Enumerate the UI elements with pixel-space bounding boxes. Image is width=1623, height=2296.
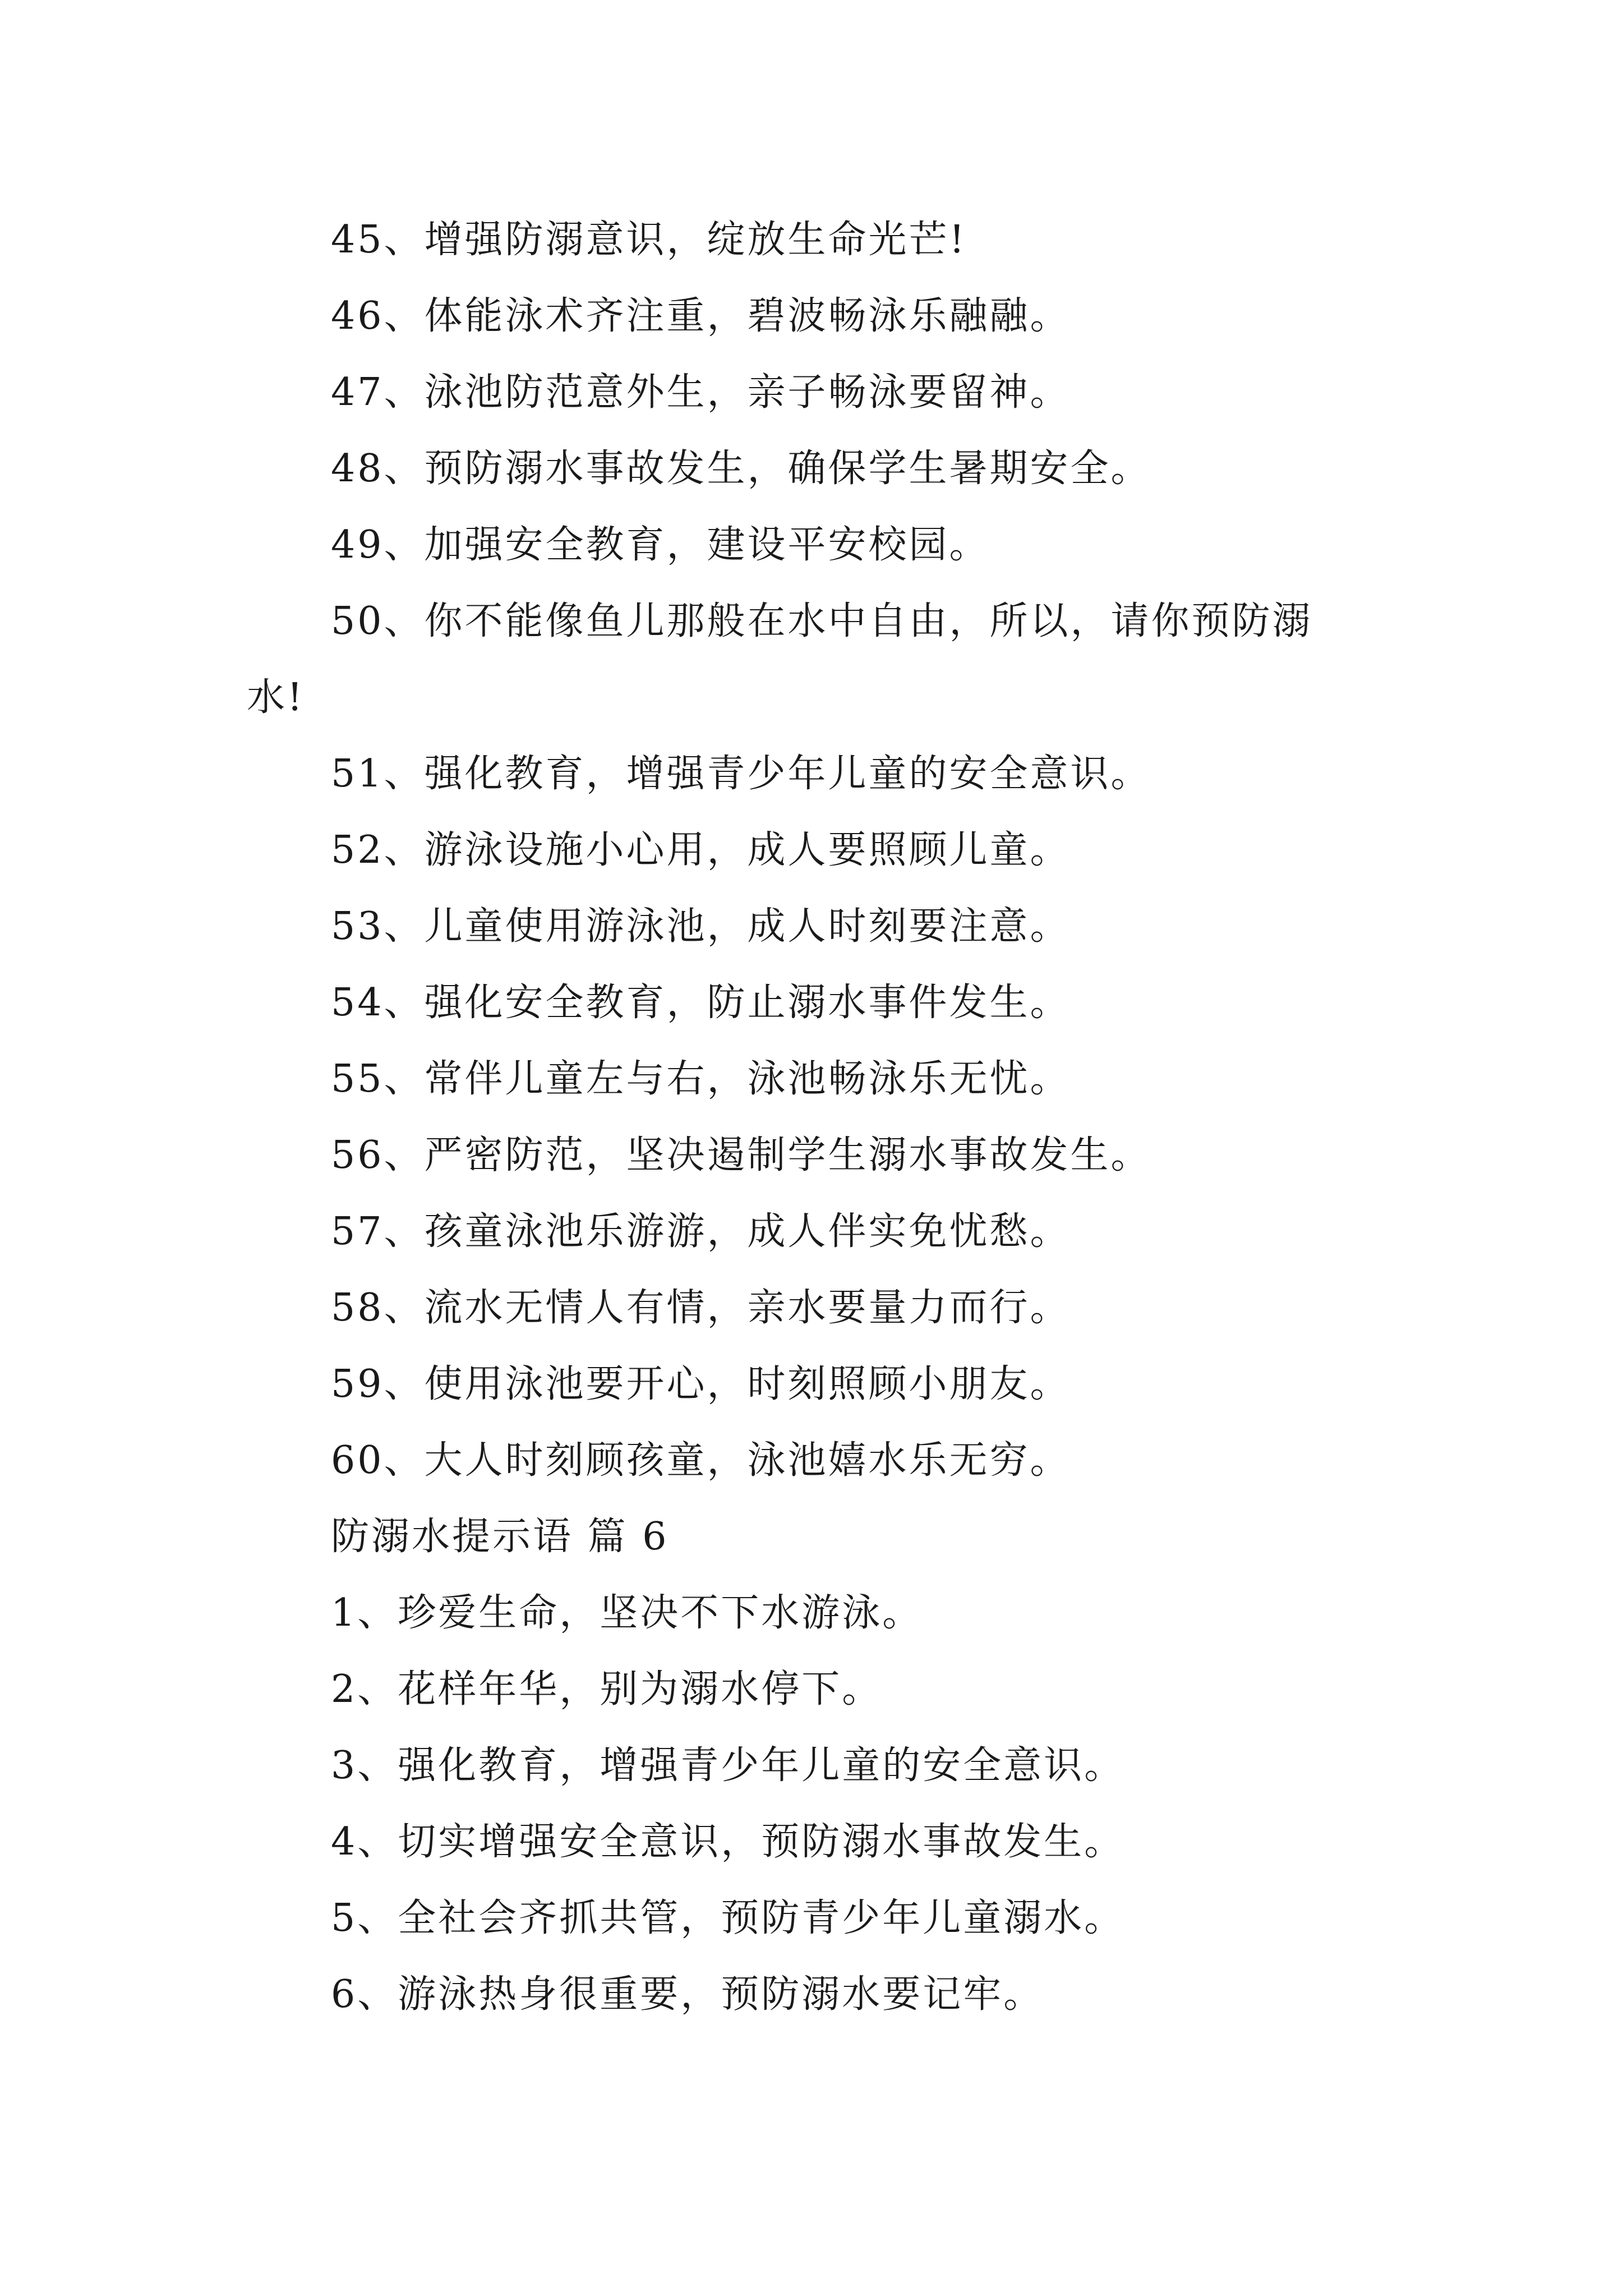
text-line: 52、游泳设施小心用，成人要照顾儿童。: [331, 828, 1071, 872]
text-line: 51、强化教育，增强青少年儿童的安全意识。: [331, 752, 1151, 796]
text-line: 2、花样年华，别为溺水停下。: [331, 1667, 883, 1711]
text-line: 3、强化教育，增强青少年儿童的安全意识。: [331, 1743, 1125, 1788]
text-line: 57、孩童泳池乐游游，成人伴实免忧愁。: [331, 1209, 1071, 1254]
text-line: 49、加强安全教育，建设平安校园。: [331, 523, 990, 567]
text-line: 59、使用泳池要开心，时刻照顾小朋友。: [331, 1362, 1071, 1406]
text-line: 54、强化安全教育，防止溺水事件发生。: [331, 981, 1071, 1025]
text-line: 4、切实增强安全意识，预防溺水事故发生。: [331, 1820, 1125, 1864]
text-line: 6、游泳热身很重要，预防溺水要记牢。: [331, 1972, 1044, 2017]
section-heading: 防溺水提示语 篇 6: [331, 1515, 669, 1559]
text-line: 56、严密防范，坚决遏制学生溺水事故发生。: [331, 1133, 1151, 1177]
text-line: 55、常伴儿童左与右，泳池畅泳乐无忧。: [331, 1057, 1071, 1101]
text-line: 46、体能泳术齐注重，碧波畅泳乐融融。: [331, 294, 1071, 338]
text-line: 1、珍爱生命，坚决不下水游泳。: [331, 1591, 923, 1635]
text-line-continuation: 水!: [247, 675, 305, 720]
document-body: [247, 202, 1396, 2033]
text-line: 53、儿童使用游泳池，成人时刻要注意。: [331, 904, 1071, 949]
text-line: 60、大人时刻顾孩童，泳池嬉水乐无穷。: [331, 1438, 1071, 1483]
text-line: 58、流水无情人有情，亲水要量力而行。: [331, 1286, 1071, 1330]
text-line: 50、你不能像鱼儿那般在水中自由，所以，请你预防溺: [331, 599, 1313, 643]
text-line: 47、泳池防范意外生，亲子畅泳要留神。: [331, 370, 1071, 415]
text-line: 5、全社会齐抓共管，预防青少年儿童溺水。: [331, 1896, 1125, 1940]
text-line: 48、预防溺水事故发生，确保学生暑期安全。: [331, 447, 1151, 491]
text-line: 45、增强防溺意识，绽放生命光芒!: [331, 218, 967, 262]
